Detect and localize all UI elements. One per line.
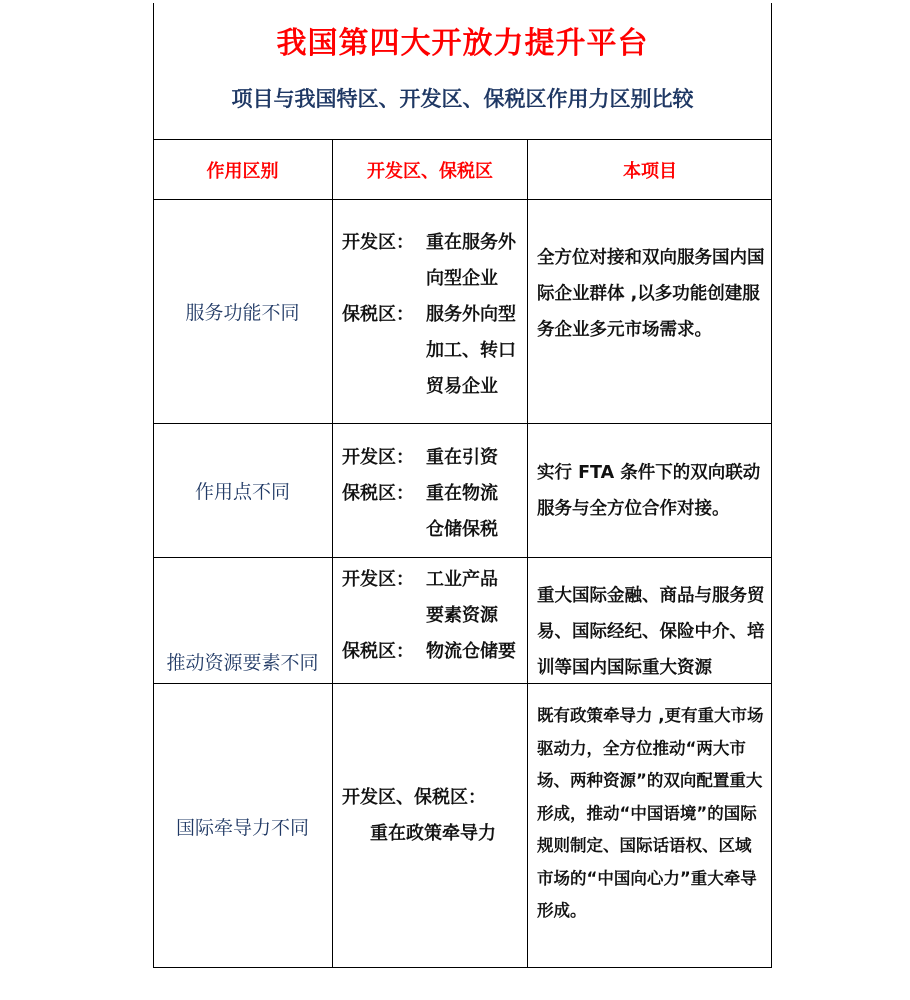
zone-value: 重在政策牵导力 bbox=[370, 823, 496, 844]
zone-key bbox=[342, 369, 426, 405]
row-divider bbox=[153, 557, 772, 558]
zone-key: 保税区： bbox=[342, 304, 414, 325]
project-cell: 全方位对接和双向服务国内国际企业群体 ,以多功能创建服务企业多元市场需求。 bbox=[537, 248, 765, 340]
zone-value: 加工、转口 bbox=[426, 340, 516, 361]
zone-value: 服务外向型 bbox=[426, 304, 516, 325]
header-col-zones: 开发区、保税区 bbox=[367, 161, 493, 182]
zone-value: 重在物流 bbox=[426, 483, 498, 504]
row-label: 作用点不同 bbox=[194, 481, 290, 503]
zone-value: 贸易企业 bbox=[426, 376, 498, 397]
project-cell: 重大国际金融、商品与服务贸易、国际经纪、保险中介、培训等国内国际重大资源 bbox=[537, 586, 765, 678]
page-subtitle: 项目与我国特区、开发区、保税区作用力区别比较 bbox=[231, 87, 694, 111]
zone-key bbox=[342, 333, 426, 369]
zone-key: 开发区： bbox=[342, 569, 414, 590]
zone-value: 向型企业 bbox=[426, 268, 498, 289]
zone-cell bbox=[342, 780, 524, 852]
zone-key bbox=[342, 512, 426, 548]
zone-cell bbox=[342, 440, 524, 548]
zone-cell bbox=[342, 562, 524, 670]
project-cell: 既有政策牵导力 ,更有重大市场驱动力，全方位推动“两大市场、两种资源”的双向配置重大形成，推动“中国语境”的国际规则制定、国际话语权、区域市场的“中国向心力”重大牵导形成。 bbox=[537, 706, 764, 920]
zone-cell bbox=[342, 225, 524, 405]
zone-value: 重在引资 bbox=[426, 447, 498, 468]
row-label: 国际牵导力不同 bbox=[175, 816, 309, 839]
zone-key: 保税区： bbox=[342, 641, 414, 662]
header-col-project: 本项目 bbox=[623, 161, 677, 182]
column-divider bbox=[332, 139, 333, 968]
row-label: 服务功能不同 bbox=[185, 302, 300, 324]
zone-key: 开发区、保税区： bbox=[342, 787, 486, 808]
header-col-difference: 作用区别 bbox=[206, 161, 279, 182]
row-label: 推动资源要素不同 bbox=[166, 652, 319, 674]
zone-key: 开发区： bbox=[342, 447, 414, 468]
zone-key: 保税区： bbox=[342, 483, 414, 504]
page-title: 我国第四大开放力提升平台 bbox=[276, 26, 649, 61]
zone-value: 仓储保税 bbox=[426, 519, 498, 540]
zone-value: 物流仓储要 bbox=[426, 641, 516, 662]
project-cell: 实行 FTA 条件下的双向联动服务与全方位合作对接。 bbox=[537, 463, 761, 519]
zone-value: 工业产品 bbox=[426, 569, 498, 590]
zone-key bbox=[342, 816, 370, 852]
zone-key: 开发区： bbox=[342, 232, 414, 253]
zone-value: 要素资源 bbox=[426, 605, 498, 626]
zone-key bbox=[342, 598, 426, 634]
zone-value: 重在服务外 bbox=[426, 232, 516, 253]
zone-key bbox=[342, 261, 426, 297]
row-divider bbox=[153, 139, 772, 140]
column-divider bbox=[527, 139, 528, 968]
